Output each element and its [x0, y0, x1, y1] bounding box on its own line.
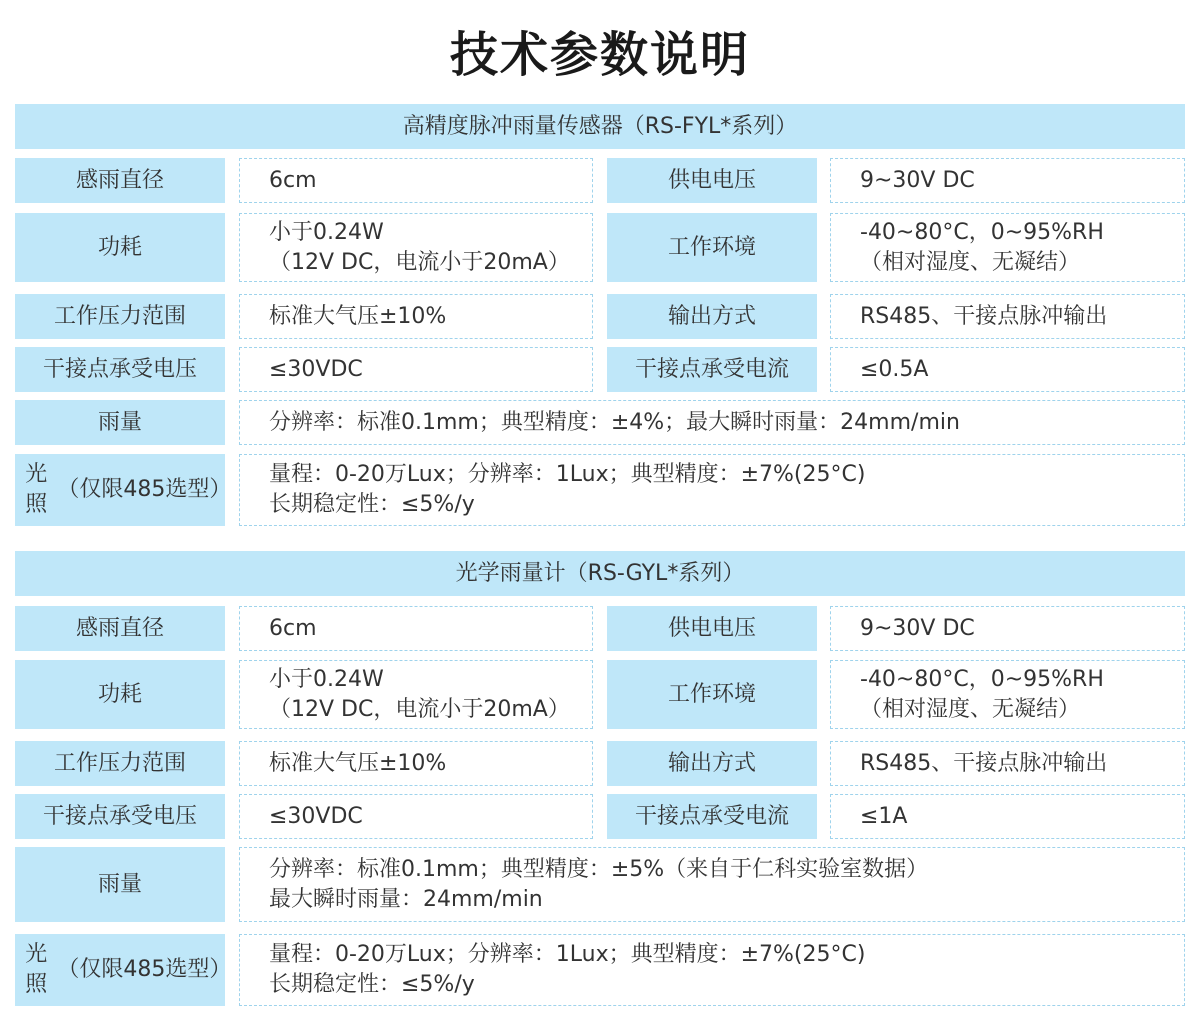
spec-value-line: 分辨率：标准0.1mm；典型精度：±5%（来自于仁科实验室数据）	[269, 856, 929, 882]
spec-label-pressure: 工作压力范围	[15, 294, 225, 339]
page-title: 技术参数说明	[449, 27, 750, 83]
spec-label-environment: 工作环境	[607, 660, 817, 729]
spec-value-line: （相对湿度、无凝结）	[860, 249, 1081, 275]
spec-value-line: 长期稳定性：≤5%/y	[269, 492, 475, 517]
spec-value-power	[239, 660, 593, 729]
spec-label-illuminance	[15, 934, 232, 1006]
spec-value-rainfall	[239, 847, 1185, 922]
spec-label-contact-voltage: 干接点承受电压	[15, 347, 225, 392]
spec-label-diameter: 感雨直径	[15, 606, 225, 651]
spec-label-contact-current: 干接点承受电流	[607, 347, 817, 392]
spec-value-diameter: 6cm	[239, 158, 593, 203]
spec-label-line: 光照	[25, 462, 48, 517]
spec-value-power	[239, 213, 593, 282]
spec-label-rainfall: 雨量	[15, 847, 225, 922]
spec-value-line: 小于0.24W	[269, 219, 384, 245]
section-header-gyl: 光学雨量计（RS-GYL*系列）	[15, 551, 1185, 596]
spec-label-environment: 工作环境	[607, 213, 817, 282]
spec-label-output: 输出方式	[607, 294, 817, 339]
spec-value-line: 量程：0-20万Lux；分辨率：1Lux；典型精度：±7%(25°C)	[269, 942, 866, 967]
spec-value-contact-voltage: ≤30VDC	[239, 794, 593, 839]
spec-value-line: 最大瞬时雨量：24mm/min	[269, 886, 543, 912]
spec-value-environment	[830, 660, 1185, 729]
spec-value-output: RS485、干接点脉冲输出	[830, 294, 1185, 339]
spec-value-line: （12V DC，电流小于20mA）	[269, 696, 570, 722]
spec-label-line: 光照	[25, 942, 48, 997]
spec-value-line: （12V DC，电流小于20mA）	[269, 249, 570, 275]
spec-value-diameter: 6cm	[239, 606, 593, 651]
spec-value-supply-voltage: 9~30V DC	[830, 606, 1185, 651]
spec-value-environment	[830, 213, 1185, 282]
spec-value-pressure: 标准大气压±10%	[239, 741, 593, 786]
spec-label-illuminance	[15, 454, 232, 526]
spec-value-supply-voltage: 9~30V DC	[830, 158, 1185, 203]
spec-value-contact-current: ≤1A	[830, 794, 1185, 839]
spec-label-pressure: 工作压力范围	[15, 741, 225, 786]
spec-label-rainfall: 雨量	[15, 400, 225, 445]
spec-value-contact-current: ≤0.5A	[830, 347, 1185, 392]
spec-value-illuminance	[239, 454, 1185, 526]
spec-value-contact-voltage: ≤30VDC	[239, 347, 593, 392]
spec-value-line: （相对湿度、无凝结）	[860, 696, 1081, 722]
spec-value-pressure: 标准大气压±10%	[239, 294, 593, 339]
spec-value-line: 长期稳定性：≤5%/y	[269, 972, 475, 997]
spec-value-line: 小于0.24W	[269, 666, 384, 692]
section-header-fyl: 高精度脉冲雨量传感器（RS-FYL*系列）	[15, 104, 1185, 149]
spec-value-output: RS485、干接点脉冲输出	[830, 741, 1185, 786]
spec-label-line: （仅限485选型）	[57, 957, 232, 982]
spec-value-rainfall: 分辨率：标准0.1mm；典型精度：±4%；最大瞬时雨量：24mm/min	[239, 400, 1185, 445]
spec-label-diameter: 感雨直径	[15, 158, 225, 203]
spec-label-power: 功耗	[15, 660, 225, 729]
spec-label-power: 功耗	[15, 213, 225, 282]
spec-label-supply-voltage: 供电电压	[607, 606, 817, 651]
spec-value-line: 量程：0-20万Lux；分辨率：1Lux；典型精度：±7%(25°C)	[269, 462, 866, 487]
spec-label-contact-voltage: 干接点承受电压	[15, 794, 225, 839]
spec-label-output: 输出方式	[607, 741, 817, 786]
spec-value-illuminance	[239, 934, 1185, 1006]
spec-value-line: -40~80°C，0~95%RH	[860, 219, 1104, 245]
spec-value-line: -40~80°C，0~95%RH	[860, 666, 1104, 692]
spec-label-contact-current: 干接点承受电流	[607, 794, 817, 839]
spec-label-line: （仅限485选型）	[57, 477, 232, 502]
spec-label-supply-voltage: 供电电压	[607, 158, 817, 203]
